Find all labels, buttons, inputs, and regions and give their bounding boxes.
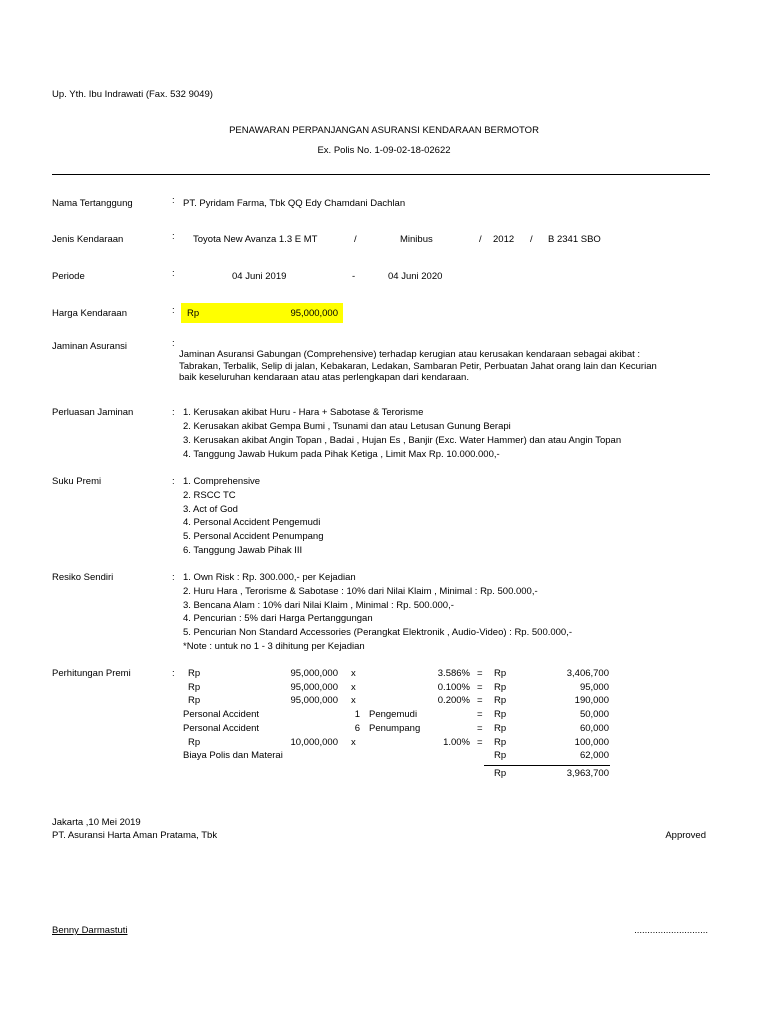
row-amount: 60,000	[579, 723, 609, 734]
row-amount: 3,406,700	[566, 668, 609, 679]
vehicle-label: Jenis Kendaraan	[52, 234, 124, 245]
row-rate: 0.100%	[437, 682, 470, 693]
row-equals: =	[477, 723, 483, 734]
row-amount: 50,000	[579, 709, 609, 720]
header-divider	[52, 174, 710, 175]
signature-line: ............................	[634, 925, 708, 936]
coverage-label: Jaminan Asuransi	[52, 341, 127, 352]
row-unit: Penumpang	[369, 723, 421, 734]
vehicle-plate: B 2341 SBO	[548, 234, 601, 245]
coverage-line: Tabrakan, Terbalik, Selip di jalan, Kebakaran, Ledakan, Sambaran Petir, Perbuatan Jahat orang lain dan Kecurian	[179, 361, 657, 372]
row-currency: Rp	[188, 695, 201, 706]
deductible-item: 2. Huru Hara , Terorisme & Sabotase : 10% dari Nilai Klaim , Minimal : Rp. 500.000,-	[183, 586, 538, 597]
row-equals: =	[477, 737, 483, 748]
vehicle-separator: /	[479, 234, 482, 245]
row-unit: Pengemudi	[369, 709, 418, 720]
vehicle-type: Minibus	[400, 234, 433, 245]
premium-rate-item: 2. RSCC TC	[183, 490, 236, 501]
premium-rate-item: 3. Act of God	[183, 504, 238, 515]
row-rate: 3.586%	[437, 668, 470, 679]
row-currency: Rp	[188, 737, 201, 748]
coverage-line: baik keseluruhan kendaraan atau atas perlengkapan dari kendaraan.	[179, 372, 469, 383]
row-equals: =	[477, 695, 483, 706]
premium-rate-item: 1. Comprehensive	[183, 476, 261, 487]
approved-label: Approved	[665, 830, 706, 841]
deductible-colon: :	[172, 572, 175, 583]
row-currency: Rp	[494, 682, 507, 693]
deductible-item: 5. Pencurian Non Standard Accessories (Perangkat Elektronik , Audio-Video) : Rp. 500.000,-	[183, 627, 573, 638]
premium-rates-colon: :	[172, 476, 175, 487]
insured-colon: :	[172, 195, 175, 206]
deductible-item: 3. Bencana Alam : 10% dari Nilai Klaim , Minimal : Rp. 500.000,-	[183, 600, 454, 611]
premium-rates-label: Suku Premi	[52, 476, 102, 487]
period-dash: -	[352, 271, 356, 282]
row-quantity: 1	[354, 709, 360, 720]
row-multiply: x	[351, 682, 356, 693]
extension-item: 4. Tanggung Jawab Hukum pada Pihak Ketiga , Limit Max Rp. 10.000.000,-	[183, 449, 500, 460]
price-colon: :	[172, 305, 175, 316]
premium-rate-item: 4. Personal Accident Pengemudi	[183, 517, 321, 528]
deductible-item: 4. Pencurian : 5% dari Harga Pertanggungan	[183, 613, 373, 624]
row-rate: 1.00%	[443, 737, 470, 748]
price-currency: Rp	[187, 308, 200, 319]
row-currency: Rp	[494, 709, 507, 720]
extension-item: 3. Kerusakan akibat Angin Topan , Badai , Hujan Es , Banjir (Exc. Water Hammer) dan atau Angin Topan	[183, 435, 622, 446]
row-currency: Rp	[494, 668, 507, 679]
row-amount: 95,000	[579, 682, 609, 693]
calculation-label: Perhitungan Premi	[52, 668, 131, 679]
period-colon: :	[172, 268, 175, 279]
price-value: 95,000,000	[290, 308, 338, 319]
calculation-colon: :	[172, 668, 175, 679]
row-description: Personal Accident	[183, 723, 260, 734]
row-description: Biaya Polis dan Materai	[183, 750, 283, 761]
period-label: Periode	[52, 271, 85, 282]
row-currency: Rp	[494, 695, 507, 706]
company-name: PT. Asuransi Harta Aman Pratama, Tbk	[52, 830, 218, 841]
row-currency: Rp	[494, 750, 507, 761]
signatory-name: Benny Darmastuti	[52, 925, 128, 936]
coverage-line: Jaminan Asuransi Gabungan (Comprehensive) terhadap kerugian atau kerusakan kendaraan sebagai akibat :	[179, 349, 641, 360]
place-date: Jakarta ,10 Mei 2019	[52, 817, 141, 828]
row-multiply: x	[351, 737, 356, 748]
policy-reference: Ex. Polis No. 1-09-02-18-02622	[317, 145, 451, 156]
deductible-label: Resiko Sendiri	[52, 572, 114, 583]
extension-item: 1. Kerusakan akibat Huru - Hara + Sabotase & Terorisme	[183, 407, 424, 418]
period-start: 04 Juni 2019	[232, 271, 287, 282]
row-currency: Rp	[188, 682, 201, 693]
deductible-note: *Note : untuk no 1 - 3 dihitung per Kejadian	[183, 641, 365, 652]
total-currency: Rp	[494, 768, 507, 779]
extension-label: Perluasan Jaminan	[52, 407, 134, 418]
period-end: 04 Juni 2020	[388, 271, 443, 282]
row-amount: 190,000	[574, 695, 609, 706]
coverage-colon: :	[172, 338, 175, 349]
premium-rate-item: 5. Personal Accident Penumpang	[183, 531, 324, 542]
row-base-amount: 95,000,000	[290, 682, 338, 693]
row-equals: =	[477, 682, 483, 693]
row-equals: =	[477, 668, 483, 679]
vehicle-model: Toyota New Avanza 1.3 E MT	[193, 234, 318, 245]
row-rate: 0.200%	[437, 695, 470, 706]
row-multiply: x	[351, 668, 356, 679]
extension-item: 2. Kerusakan akibat Gempa Bumi , Tsunami dan atau Letusan Gunung Berapi	[183, 421, 511, 432]
row-quantity: 6	[354, 723, 360, 734]
row-base-amount: 95,000,000	[290, 668, 338, 679]
row-currency: Rp	[188, 668, 201, 679]
recipient-line: Up. Yth. Ibu Indrawati (Fax. 532 9049)	[52, 89, 213, 100]
premium-rate-item: 6. Tanggung Jawab Pihak III	[183, 545, 303, 556]
document-title: PENAWARAN PERPANJANGAN ASURANSI KENDARAAN BERMOTOR	[229, 125, 539, 136]
insured-value: PT. Pyridam Farma, Tbk QQ Edy Chamdani Dachlan	[183, 198, 406, 209]
row-currency: Rp	[494, 723, 507, 734]
total-divider	[484, 765, 610, 766]
row-description: Personal Accident	[183, 709, 260, 720]
total-amount: 3,963,700	[566, 768, 609, 779]
row-currency: Rp	[494, 737, 507, 748]
insured-label: Nama Tertanggung	[52, 198, 133, 209]
extension-colon: :	[172, 407, 175, 418]
row-multiply: x	[351, 695, 356, 706]
row-amount: 62,000	[579, 750, 609, 761]
row-amount: 100,000	[574, 737, 609, 748]
price-label: Harga Kendaraan	[52, 308, 127, 319]
row-base-amount: 10,000,000	[290, 737, 338, 748]
deductible-item: 1. Own Risk : Rp. 300.000,- per Kejadian	[183, 572, 356, 583]
vehicle-colon: :	[172, 231, 175, 242]
row-base-amount: 95,000,000	[290, 695, 338, 706]
vehicle-separator: /	[530, 234, 533, 245]
vehicle-separator: /	[354, 234, 357, 245]
row-equals: =	[477, 709, 483, 720]
vehicle-year: 2012	[493, 234, 515, 245]
